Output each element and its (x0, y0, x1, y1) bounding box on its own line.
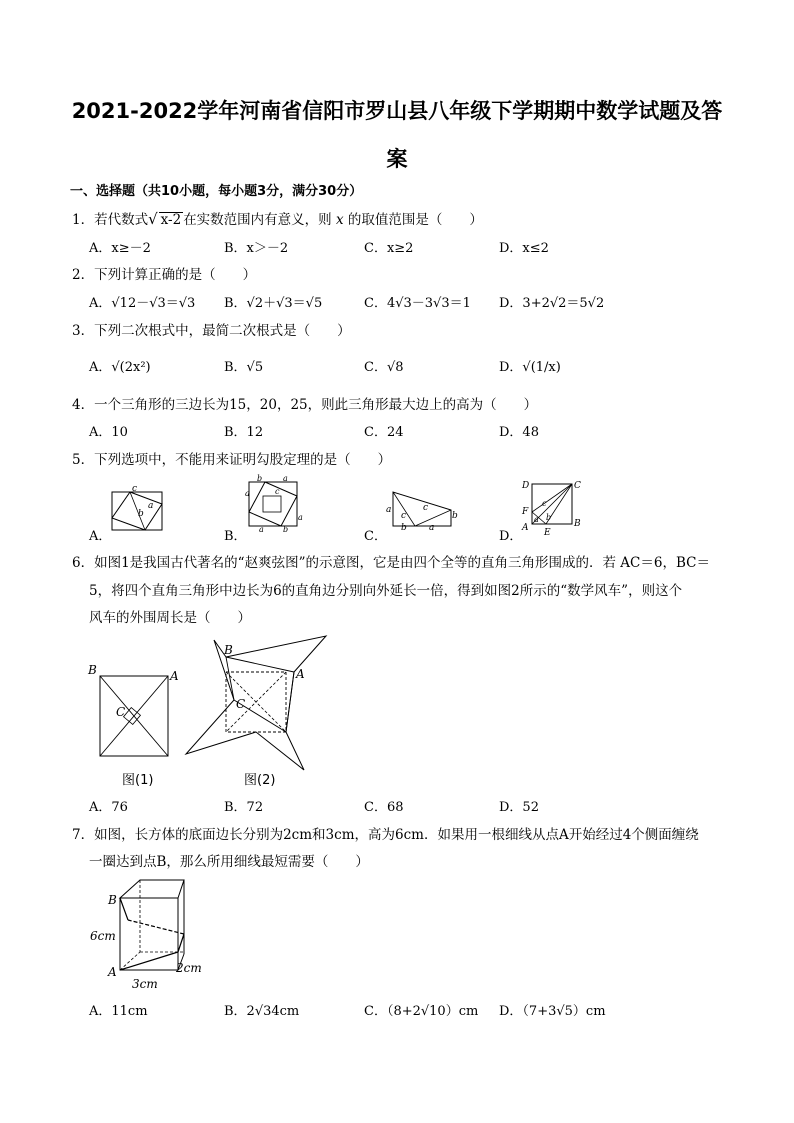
figure-2-caption: 图(2) (244, 773, 276, 788)
q1-option-d[interactable]: D．x≤2 (499, 241, 549, 256)
q7-option-d[interactable]: D．（7+3√5）cm (499, 1004, 606, 1019)
question-6-line1: 6．如图1是我国古代著名的“赵爽弦图”的示意图，它是由四个全等的直角三角形围成的．若 AC＝6，BC＝ (72, 555, 710, 571)
q5-option-b[interactable]: B． (224, 529, 247, 544)
q2-option-a[interactable]: A．√12－√3＝√3 (89, 296, 196, 311)
page-title-line1: 2021-2022学年河南省信阳市罗山县八年级下学期期中数学试题及答 (71, 99, 723, 123)
svg-text:a: a (298, 513, 303, 522)
q3-option-b[interactable]: B．√5 (224, 360, 264, 375)
q2-option-b[interactable]: B．√2＋√3＝√5 (224, 296, 323, 311)
question-1: 1．若代数式√ x-2 在实数范围内有意义，则 x 的取值范围是（ ） (72, 210, 483, 228)
svg-text:a: a (148, 501, 154, 511)
question-5: 5．下列选项中，不能用来证明勾股定理的是（ ） (72, 452, 392, 468)
svg-text:b: b (546, 513, 552, 522)
svg-text:A: A (170, 669, 179, 683)
q2-option-c[interactable]: C．4√3－3√3＝1 (364, 296, 471, 311)
question-6-line3: 风车的外围周长是（ ） (89, 610, 251, 626)
q5-figure-b (245, 476, 305, 532)
svg-text:B: B (88, 663, 97, 677)
q1-radicand: x-2 (160, 212, 182, 228)
svg-text:b: b (401, 523, 407, 533)
q6-option-d[interactable]: D．52 (499, 800, 539, 815)
svg-text:a: a (259, 525, 264, 534)
svg-text:a: a (245, 489, 250, 498)
q7-option-a[interactable]: A．11cm (89, 1004, 148, 1019)
svg-text:b: b (257, 474, 263, 483)
q5-option-a[interactable]: A． (89, 529, 112, 544)
svg-text:C: C (574, 481, 581, 491)
svg-text:b: b (452, 511, 458, 521)
svg-text:2cm: 2cm (176, 961, 202, 975)
svg-text:c: c (423, 503, 429, 513)
q3-option-c[interactable]: C．√8 (364, 360, 404, 375)
svg-text:a: a (386, 505, 392, 515)
q6-option-a[interactable]: A．76 (89, 800, 128, 815)
svg-text:c: c (542, 499, 547, 508)
section-heading: 一、选择题（共10小题，每小题3分，满分30分） (70, 184, 363, 199)
svg-text:c: c (275, 487, 280, 496)
question-6-line2: 5，将四个直角三角形中边长为6的直角边分别向外延长一倍，得到如图2所示的“数学风车”，则这个 (89, 583, 683, 599)
figure-1-caption: 图(1) (122, 773, 154, 788)
q6-figure-2 (186, 632, 331, 774)
q2-option-d[interactable]: D．3+2√2＝5√2 (499, 296, 605, 311)
svg-text:3cm: 3cm (132, 977, 158, 991)
svg-text:b: b (283, 525, 289, 534)
q5-figure-c (385, 488, 460, 533)
q3-option-d[interactable]: D．√(1/x) (499, 360, 561, 375)
svg-text:a: a (534, 515, 539, 524)
question-4: 4．一个三角形的三边长为15，20，25，则此三角形最大边上的高为（ ） (72, 397, 538, 413)
svg-text:a: a (429, 523, 435, 533)
svg-text:F: F (522, 507, 529, 517)
q6-option-b[interactable]: B．72 (224, 800, 264, 815)
q7-cuboid-figure (88, 876, 213, 994)
svg-text:B: B (224, 643, 233, 657)
svg-text:D: D (522, 481, 530, 491)
svg-text:a: a (283, 474, 288, 483)
svg-text:A: A (522, 523, 529, 533)
page-title-line2: 案 (386, 147, 408, 171)
question-7-line2: 一圈达到点B，那么所用细线最短需要（ ） (89, 854, 369, 870)
q5-figure-a (110, 484, 165, 533)
svg-text:c: c (401, 511, 407, 521)
q4-option-a[interactable]: A．10 (89, 425, 128, 440)
svg-text:C: C (236, 697, 246, 711)
svg-text:B: B (574, 519, 581, 529)
svg-text:B: B (108, 893, 117, 907)
question-2: 2．下列计算正确的是（ ） (72, 267, 257, 283)
q1-option-a[interactable]: A．x≥－2 (89, 241, 151, 256)
q4-option-c[interactable]: C．24 (364, 425, 404, 440)
q4-option-b[interactable]: B．12 (224, 425, 264, 440)
q1-option-c[interactable]: C．x≥2 (364, 241, 414, 256)
question-7-line1: 7．如图，长方体的底面边长分别为2cm和3cm，高为6cm．如果用一根细线从点A开始经过4个侧面缠绕 (72, 827, 699, 843)
question-3: 3．下列二次根式中，最简二次根式是（ ） (72, 323, 351, 339)
q1-option-b[interactable]: B．x＞－2 (224, 241, 289, 256)
q6-option-c[interactable]: C．68 (364, 800, 404, 815)
q4-option-d[interactable]: D．48 (499, 425, 539, 440)
q5-figure-d (520, 478, 590, 536)
q3-option-a[interactable]: A．√(2x²) (89, 360, 151, 375)
svg-text:c: c (132, 484, 138, 494)
q7-option-c[interactable]: C．（8+2√10）cm (364, 1004, 479, 1019)
q6-figure-1 (88, 660, 183, 765)
svg-text:A: A (108, 965, 117, 979)
svg-text:A: A (296, 667, 305, 681)
svg-text:E: E (544, 528, 551, 538)
svg-text:b: b (138, 509, 144, 519)
svg-text:C: C (116, 705, 126, 719)
q5-option-d[interactable]: D． (499, 529, 523, 544)
q7-option-b[interactable]: B．2√34cm (224, 1004, 300, 1019)
svg-text:6cm: 6cm (90, 929, 116, 943)
q5-option-c[interactable]: C． (364, 529, 387, 544)
